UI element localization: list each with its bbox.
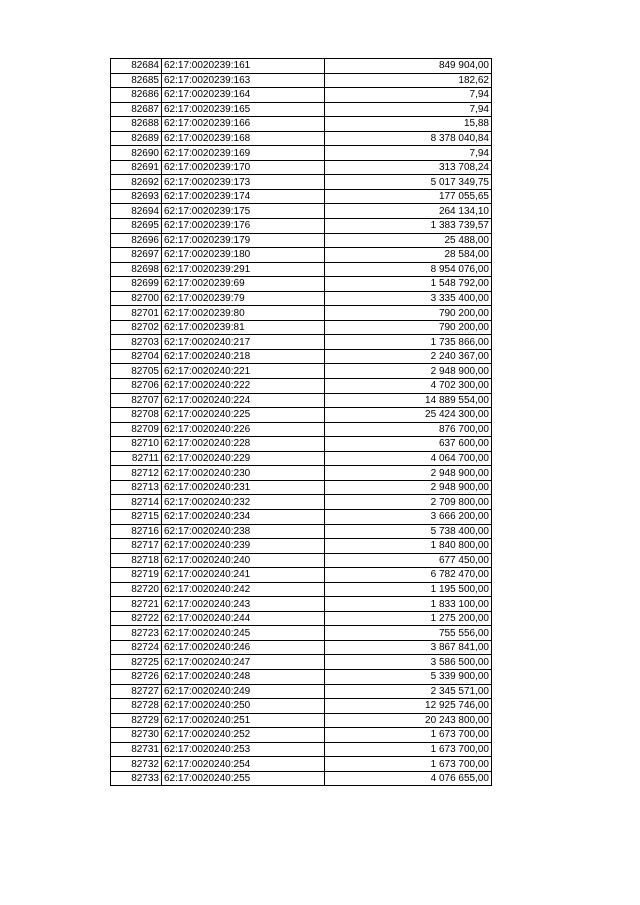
cadastral-number-cell: 62:17:0020240:226 <box>162 422 325 437</box>
cadastral-number-cell: 62:17:0020240:222 <box>162 379 325 394</box>
cadastral-value-cell: 7,94 <box>325 88 492 103</box>
row-number-cell: 82693 <box>111 189 162 204</box>
table-row <box>111 597 492 612</box>
row-number-cell: 82718 <box>111 553 162 568</box>
cadastral-value-cell: 313 708,24 <box>325 160 492 175</box>
cadastral-value-cell: 4 702 300,00 <box>325 379 492 394</box>
row-number-cell: 82724 <box>111 640 162 655</box>
table-row <box>111 640 492 655</box>
row-number-cell: 82725 <box>111 655 162 670</box>
cadastral-number-cell: 62:17:0020239:179 <box>162 233 325 248</box>
cadastral-number-cell: 62:17:0020239:175 <box>162 204 325 219</box>
cadastral-number-cell: 62:17:0020240:231 <box>162 480 325 495</box>
cadastral-number-cell: 62:17:0020240:228 <box>162 437 325 452</box>
cadastral-number-cell: 62:17:0020240:253 <box>162 742 325 757</box>
table-row <box>111 248 492 263</box>
cadastral-value-cell: 2 240 367,00 <box>325 349 492 364</box>
cadastral-number-cell: 62:17:0020239:165 <box>162 102 325 117</box>
cadastral-value-cell: 1 673 700,00 <box>325 742 492 757</box>
cadastral-value-cell: 849 904,00 <box>325 59 492 74</box>
table-row <box>111 742 492 757</box>
row-number-cell: 82706 <box>111 379 162 394</box>
table-row <box>111 189 492 204</box>
cadastral-number-cell: 62:17:0020240:234 <box>162 509 325 524</box>
row-number-cell: 82694 <box>111 204 162 219</box>
cadastral-value-cell: 5 738 400,00 <box>325 524 492 539</box>
table-row <box>111 466 492 481</box>
cadastral-value-cell: 12 925 746,00 <box>325 699 492 714</box>
cadastral-value-cell: 182,62 <box>325 73 492 88</box>
cadastral-value-cell: 4 076 655,00 <box>325 771 492 786</box>
table-row <box>111 306 492 321</box>
table-row <box>111 146 492 161</box>
table-row <box>111 349 492 364</box>
cadastral-value-cell: 14 889 554,00 <box>325 393 492 408</box>
table-row <box>111 408 492 423</box>
cadastral-value-cell: 1 833 100,00 <box>325 597 492 612</box>
cadastral-number-cell: 62:17:0020239:69 <box>162 277 325 292</box>
row-number-cell: 82686 <box>111 88 162 103</box>
row-number-cell: 82715 <box>111 509 162 524</box>
cadastral-value-cell: 3 586 500,00 <box>325 655 492 670</box>
table-row <box>111 59 492 74</box>
row-number-cell: 82712 <box>111 466 162 481</box>
table-row <box>111 582 492 597</box>
cadastral-value-cell: 4 064 700,00 <box>325 451 492 466</box>
row-number-cell: 82728 <box>111 699 162 714</box>
cadastral-value-cell: 755 556,00 <box>325 626 492 641</box>
cadastral-number-cell: 62:17:0020240:252 <box>162 728 325 743</box>
cadastral-number-cell: 62:17:0020240:238 <box>162 524 325 539</box>
table-row <box>111 393 492 408</box>
row-number-cell: 82705 <box>111 364 162 379</box>
table-row <box>111 553 492 568</box>
cadastral-value-cell: 2 345 571,00 <box>325 684 492 699</box>
row-number-cell: 82698 <box>111 262 162 277</box>
table-row <box>111 335 492 350</box>
cadastral-number-cell: 62:17:0020240:250 <box>162 699 325 714</box>
row-number-cell: 82720 <box>111 582 162 597</box>
cadastral-number-cell: 62:17:0020239:164 <box>162 88 325 103</box>
cadastral-value-cell: 5 339 900,00 <box>325 669 492 684</box>
row-number-cell: 82696 <box>111 233 162 248</box>
row-number-cell: 82695 <box>111 219 162 234</box>
cadastral-value-cell: 20 243 800,00 <box>325 713 492 728</box>
cadastral-value-cell: 1 840 800,00 <box>325 539 492 554</box>
table-row <box>111 204 492 219</box>
cadastral-number-cell: 62:17:0020239:173 <box>162 175 325 190</box>
cadastral-value-cell: 2 948 900,00 <box>325 466 492 481</box>
row-number-cell: 82716 <box>111 524 162 539</box>
cadastral-value-cell: 6 782 470,00 <box>325 568 492 583</box>
table-row <box>111 73 492 88</box>
cadastral-number-cell: 62:17:0020240:255 <box>162 771 325 786</box>
cadastral-number-cell: 62:17:0020239:79 <box>162 291 325 306</box>
cadastral-value-cell: 8 954 076,00 <box>325 262 492 277</box>
row-number-cell: 82709 <box>111 422 162 437</box>
table-row <box>111 291 492 306</box>
cadastral-number-cell: 62:17:0020240:246 <box>162 640 325 655</box>
table-row <box>111 684 492 699</box>
table-row <box>111 102 492 117</box>
cadastral-number-cell: 62:17:0020240:251 <box>162 713 325 728</box>
table-row <box>111 699 492 714</box>
cadastral-number-cell: 62:17:0020240:249 <box>162 684 325 699</box>
row-number-cell: 82702 <box>111 320 162 335</box>
cadastral-value-cell: 28 584,00 <box>325 248 492 263</box>
row-number-cell: 82704 <box>111 349 162 364</box>
table-row <box>111 611 492 626</box>
cadastral-number-cell: 62:17:0020240:221 <box>162 364 325 379</box>
cadastral-value-cell: 2 709 800,00 <box>325 495 492 510</box>
row-number-cell: 82692 <box>111 175 162 190</box>
row-number-cell: 82726 <box>111 669 162 684</box>
table-row <box>111 277 492 292</box>
table-row <box>111 568 492 583</box>
cadastral-value-cell: 1 195 500,00 <box>325 582 492 597</box>
cadastral-number-cell: 62:17:0020240:242 <box>162 582 325 597</box>
table-row <box>111 509 492 524</box>
cadastral-number-cell: 62:17:0020240:241 <box>162 568 325 583</box>
cadastral-value-cell: 1 673 700,00 <box>325 757 492 772</box>
table-row <box>111 655 492 670</box>
row-number-cell: 82730 <box>111 728 162 743</box>
cadastral-number-cell: 62:17:0020239:168 <box>162 131 325 146</box>
row-number-cell: 82684 <box>111 59 162 74</box>
row-number-cell: 82732 <box>111 757 162 772</box>
cadastral-number-cell: 62:17:0020239:166 <box>162 117 325 132</box>
cadastral-number-cell: 62:17:0020240:239 <box>162 539 325 554</box>
row-number-cell: 82685 <box>111 73 162 88</box>
row-number-cell: 82721 <box>111 597 162 612</box>
cadastral-value-cell: 790 200,00 <box>325 320 492 335</box>
table-row <box>111 233 492 248</box>
cadastral-value-cell: 1 548 792,00 <box>325 277 492 292</box>
row-number-cell: 82723 <box>111 626 162 641</box>
cadastral-number-cell: 62:17:0020240:240 <box>162 553 325 568</box>
row-number-cell: 82719 <box>111 568 162 583</box>
row-number-cell: 82688 <box>111 117 162 132</box>
row-number-cell: 82710 <box>111 437 162 452</box>
cadastral-value-cell: 25 424 300,00 <box>325 408 492 423</box>
table-row <box>111 364 492 379</box>
cadastral-value-cell: 1 383 739,57 <box>325 219 492 234</box>
table-row <box>111 451 492 466</box>
cadastral-number-cell: 62:17:0020240:232 <box>162 495 325 510</box>
cadastral-number-cell: 62:17:0020240:248 <box>162 669 325 684</box>
row-number-cell: 82691 <box>111 160 162 175</box>
cadastral-value-cell: 7,94 <box>325 102 492 117</box>
cadastral-value-cell: 1 735 866,00 <box>325 335 492 350</box>
cadastral-value-cell: 790 200,00 <box>325 306 492 321</box>
table-row <box>111 626 492 641</box>
cadastral-value-cell: 1 673 700,00 <box>325 728 492 743</box>
cadastral-value-cell: 15,88 <box>325 117 492 132</box>
cadastral-number-cell: 62:17:0020240:230 <box>162 466 325 481</box>
cadastral-number-cell: 62:17:0020240:247 <box>162 655 325 670</box>
cadastral-number-cell: 62:17:0020239:81 <box>162 320 325 335</box>
cadastral-number-cell: 62:17:0020239:161 <box>162 59 325 74</box>
cadastral-value-cell: 2 948 900,00 <box>325 364 492 379</box>
cadastral-value-cell: 637 600,00 <box>325 437 492 452</box>
table-row <box>111 379 492 394</box>
cadastral-number-cell: 62:17:0020239:169 <box>162 146 325 161</box>
row-number-cell: 82722 <box>111 611 162 626</box>
table-row <box>111 175 492 190</box>
cadastral-number-cell: 62:17:0020240:229 <box>162 451 325 466</box>
table-row <box>111 320 492 335</box>
table-row <box>111 728 492 743</box>
cadastral-number-cell: 62:17:0020240:254 <box>162 757 325 772</box>
row-number-cell: 82729 <box>111 713 162 728</box>
cadastral-number-cell: 62:17:0020239:80 <box>162 306 325 321</box>
table-row <box>111 669 492 684</box>
table-body <box>111 59 492 786</box>
row-number-cell: 82689 <box>111 131 162 146</box>
document-page <box>110 58 491 786</box>
row-number-cell: 82717 <box>111 539 162 554</box>
table-row <box>111 437 492 452</box>
row-number-cell: 82733 <box>111 771 162 786</box>
cadastral-value-cell: 25 488,00 <box>325 233 492 248</box>
table-row <box>111 495 492 510</box>
cadastral-number-cell: 62:17:0020240:225 <box>162 408 325 423</box>
cadastral-value-cell: 3 867 841,00 <box>325 640 492 655</box>
cadastral-number-cell: 62:17:0020239:291 <box>162 262 325 277</box>
cadastral-value-cell: 1 275 200,00 <box>325 611 492 626</box>
row-number-cell: 82697 <box>111 248 162 263</box>
cadastral-number-cell: 62:17:0020240:244 <box>162 611 325 626</box>
cadastral-value-cell: 876 700,00 <box>325 422 492 437</box>
row-number-cell: 82713 <box>111 480 162 495</box>
cadastral-value-table <box>110 58 492 786</box>
row-number-cell: 82708 <box>111 408 162 423</box>
cadastral-number-cell: 62:17:0020240:218 <box>162 349 325 364</box>
table-row <box>111 539 492 554</box>
row-number-cell: 82707 <box>111 393 162 408</box>
row-number-cell: 82727 <box>111 684 162 699</box>
table-row <box>111 771 492 786</box>
table-row <box>111 117 492 132</box>
row-number-cell: 82711 <box>111 451 162 466</box>
row-number-cell: 82699 <box>111 277 162 292</box>
row-number-cell: 82731 <box>111 742 162 757</box>
cadastral-value-cell: 5 017 349,75 <box>325 175 492 190</box>
table-row <box>111 480 492 495</box>
cadastral-number-cell: 62:17:0020240:224 <box>162 393 325 408</box>
cadastral-number-cell: 62:17:0020240:243 <box>162 597 325 612</box>
cadastral-value-cell: 3 666 200,00 <box>325 509 492 524</box>
cadastral-number-cell: 62:17:0020239:176 <box>162 219 325 234</box>
row-number-cell: 82703 <box>111 335 162 350</box>
cadastral-number-cell: 62:17:0020239:163 <box>162 73 325 88</box>
cadastral-number-cell: 62:17:0020239:180 <box>162 248 325 263</box>
table-row <box>111 713 492 728</box>
cadastral-value-cell: 677 450,00 <box>325 553 492 568</box>
cadastral-number-cell: 62:17:0020240:217 <box>162 335 325 350</box>
row-number-cell: 82687 <box>111 102 162 117</box>
table-row <box>111 160 492 175</box>
cadastral-value-cell: 264 134,10 <box>325 204 492 219</box>
row-number-cell: 82700 <box>111 291 162 306</box>
table-row <box>111 88 492 103</box>
table-row <box>111 524 492 539</box>
row-number-cell: 82701 <box>111 306 162 321</box>
table-row <box>111 422 492 437</box>
table-row <box>111 219 492 234</box>
row-number-cell: 82714 <box>111 495 162 510</box>
cadastral-number-cell: 62:17:0020239:170 <box>162 160 325 175</box>
table-row <box>111 262 492 277</box>
cadastral-number-cell: 62:17:0020239:174 <box>162 189 325 204</box>
cadastral-value-cell: 2 948 900,00 <box>325 480 492 495</box>
cadastral-value-cell: 3 335 400,00 <box>325 291 492 306</box>
cadastral-number-cell: 62:17:0020240:245 <box>162 626 325 641</box>
cadastral-value-cell: 7,94 <box>325 146 492 161</box>
cadastral-value-cell: 8 378 040,84 <box>325 131 492 146</box>
table-row <box>111 131 492 146</box>
table-row <box>111 757 492 772</box>
row-number-cell: 82690 <box>111 146 162 161</box>
cadastral-value-cell: 177 055,65 <box>325 189 492 204</box>
